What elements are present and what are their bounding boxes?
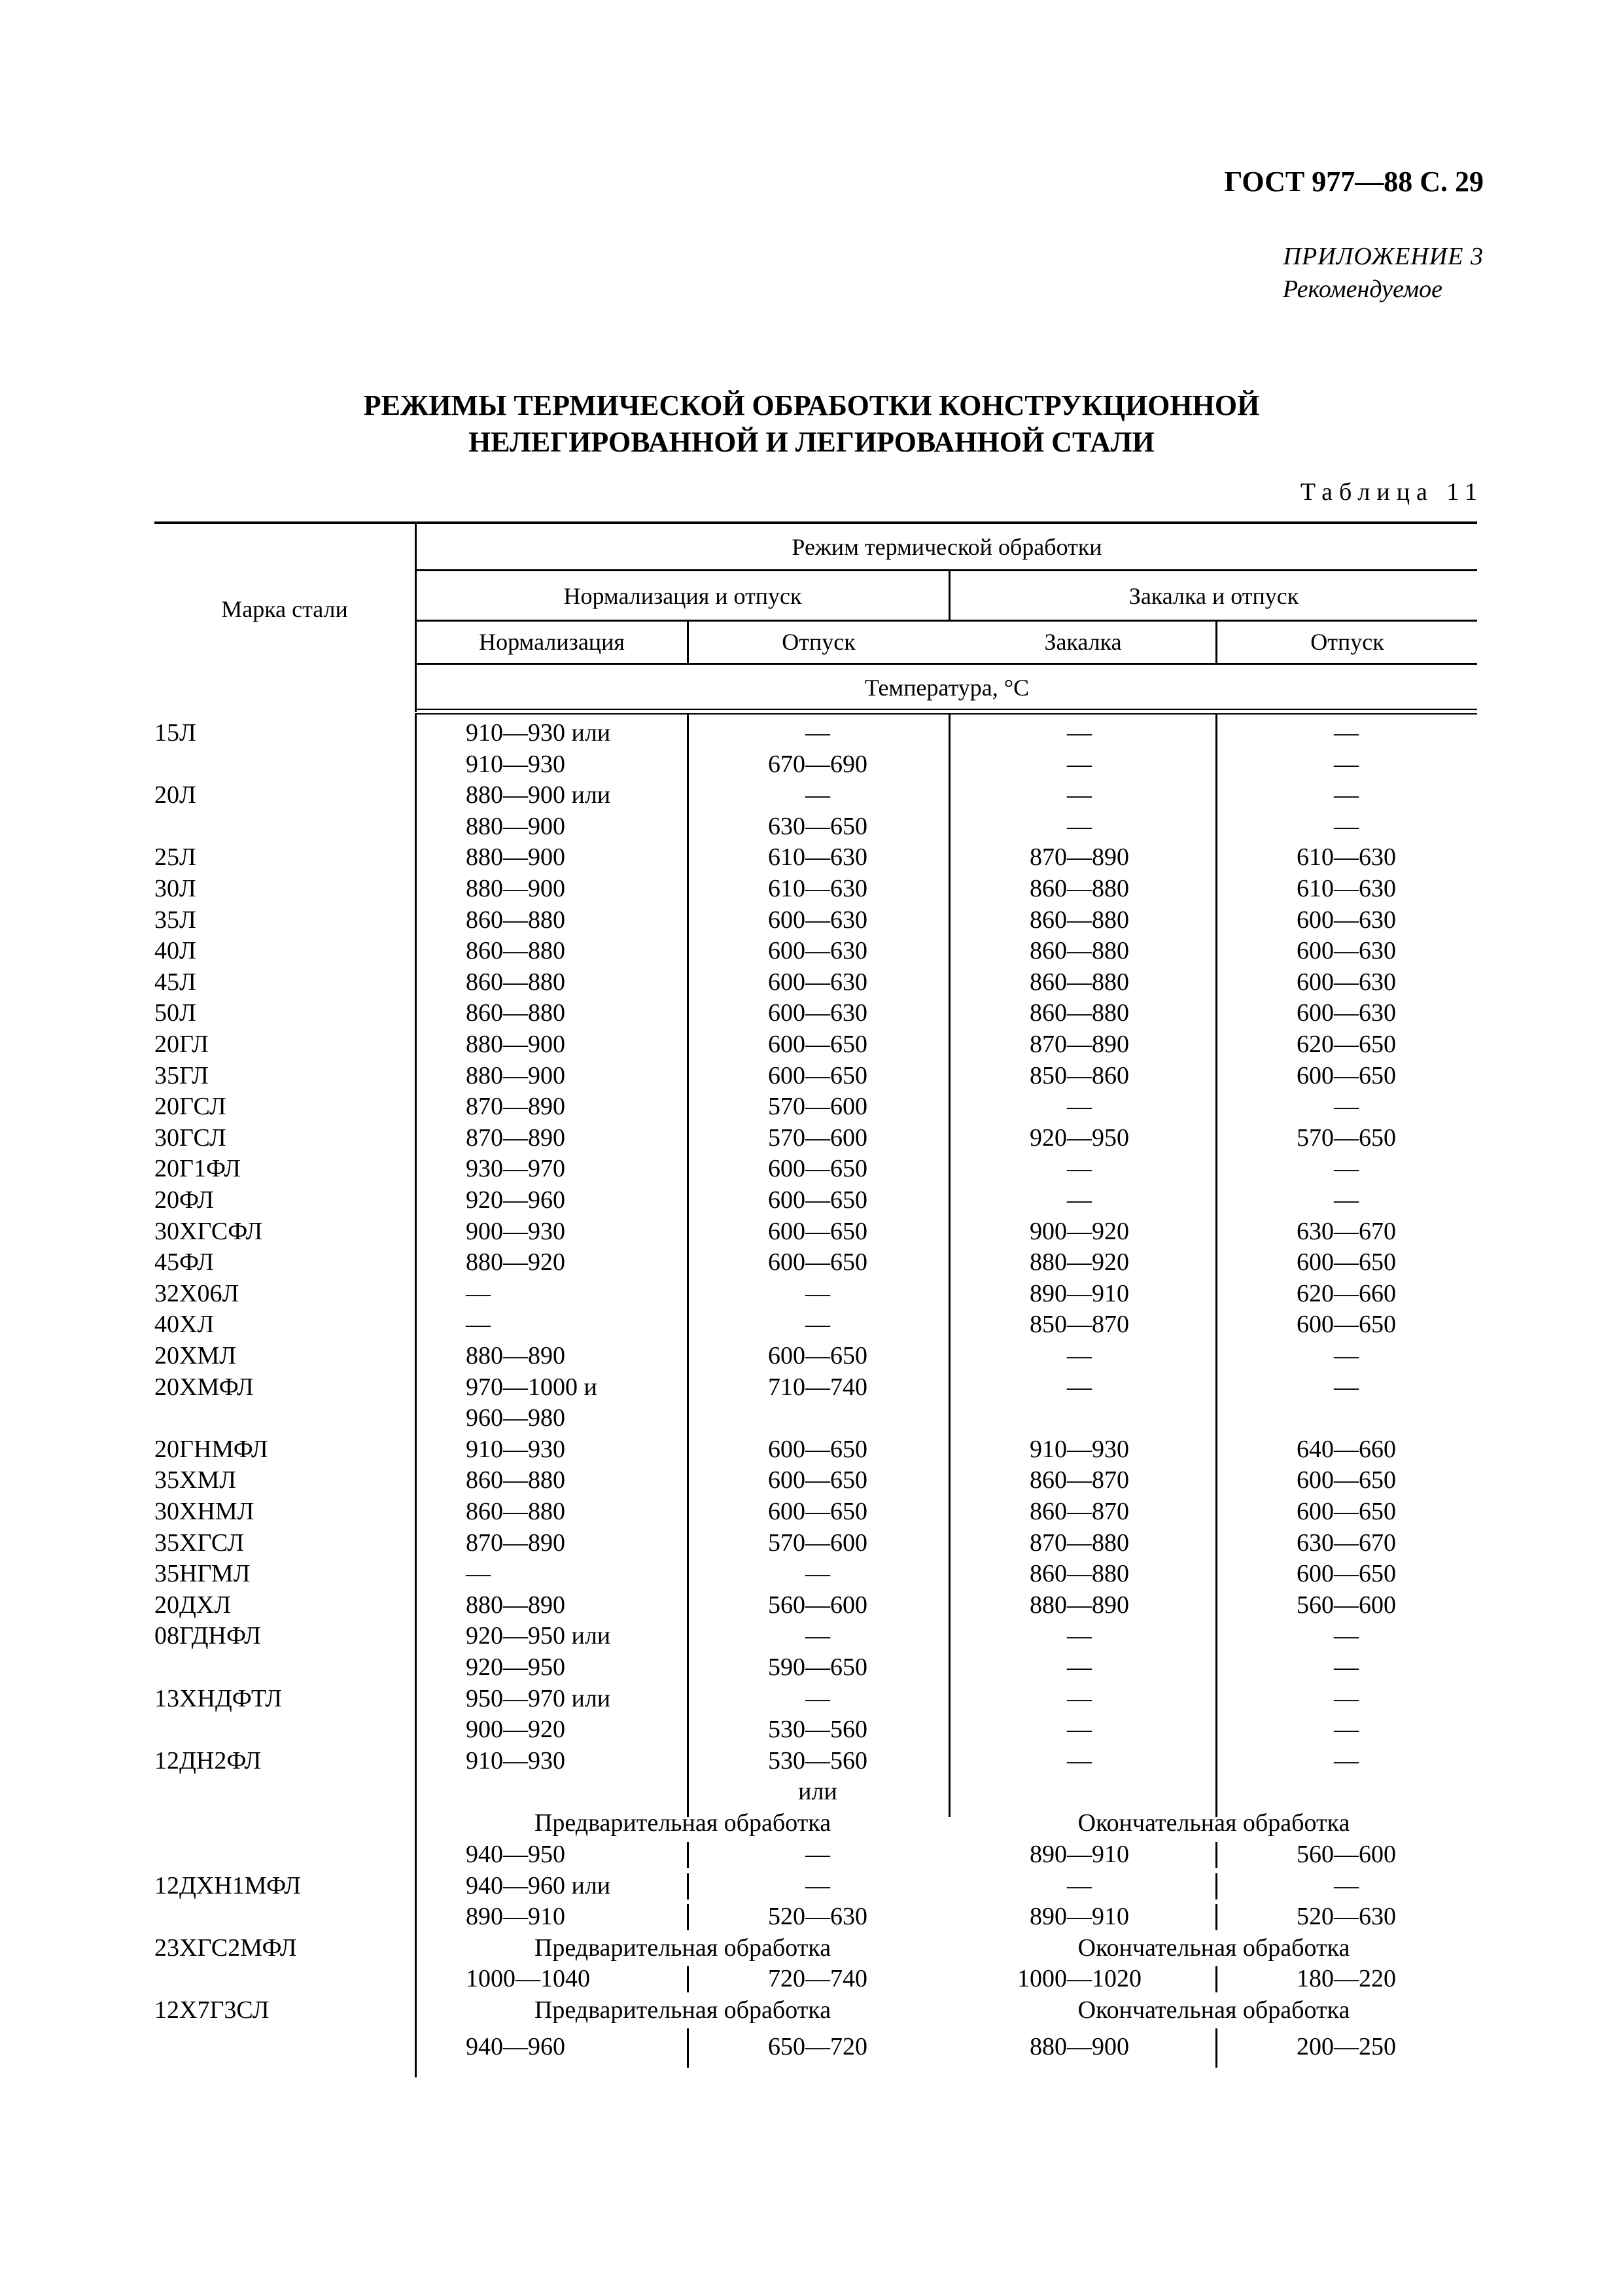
normalization-cell: 860—880 <box>466 906 565 934</box>
tempering-2-cell: 180—220 <box>1297 1965 1396 1992</box>
column-divider-segment <box>687 1966 689 1992</box>
table-row <box>0 1154 1623 1184</box>
table-row <box>0 1746 1623 1776</box>
normalization-cell: 900—920 <box>466 1716 565 1743</box>
steel-grade-cell: 12ДХН1МФЛ <box>154 1872 302 1899</box>
steel-grade-cell: 20Г1ФЛ <box>154 1155 241 1182</box>
tempering-2-cell: — <box>1334 1747 1359 1775</box>
steel-grade-cell: 15Л <box>154 719 196 747</box>
col-normalization-header: Нормализация <box>479 629 625 655</box>
steel-grade-cell: 20ГНМФЛ <box>154 1436 268 1463</box>
quench-cell: 870—890 <box>1030 1031 1129 1058</box>
quench-cell: 860—880 <box>1030 875 1129 902</box>
quench-cell: — <box>1067 781 1092 809</box>
quench-cell: 920—950 <box>1030 1124 1129 1152</box>
tempering-1-cell: 600—650 <box>768 1436 867 1463</box>
quench-cell: — <box>1067 1342 1092 1369</box>
table-row <box>0 1714 1623 1745</box>
tempering-1-cell: 670—690 <box>768 751 867 778</box>
column-divider-segment <box>687 1904 689 1930</box>
tempering-2-cell: 610—630 <box>1297 843 1396 871</box>
tempering-1-cell: 560—600 <box>768 1591 867 1619</box>
table-row <box>0 1528 1623 1559</box>
steel-grade-cell: 20ФЛ <box>154 1186 214 1214</box>
tempering-1-cell: 600—650 <box>768 1342 867 1369</box>
normalization-cell: 870—890 <box>466 1124 565 1152</box>
normalization-cell: 970—1000 и <box>466 1373 597 1401</box>
table-row <box>0 1871 1623 1901</box>
table-row <box>0 1590 1623 1621</box>
steel-grade-cell: 35Л <box>154 906 196 934</box>
quench-cell: 860—870 <box>1030 1466 1129 1494</box>
tempering-1-cell: — <box>805 1311 830 1338</box>
header-rule-4b <box>415 713 1477 715</box>
normalization-cell: 900—930 <box>466 1218 565 1245</box>
final-treatment-label: Окончательная обработка <box>1077 1809 1350 1837</box>
normalization-cell: 880—900 <box>466 875 565 902</box>
normalization-cell: 920—950 или <box>466 1622 611 1650</box>
tempering-1-cell: — <box>805 1622 830 1650</box>
table-row <box>0 1061 1623 1091</box>
steel-grade-cell: 30ХНМЛ <box>154 1498 254 1525</box>
steel-grade-cell: 45Л <box>154 968 196 996</box>
quench-cell: 900—920 <box>1030 1218 1129 1245</box>
table-row <box>0 811 1623 842</box>
header-rule-2 <box>415 620 1477 622</box>
normalization-cell: 880—900 <box>466 843 565 871</box>
column-divider-segment <box>687 1842 689 1868</box>
tempering-2-cell: — <box>1334 1653 1359 1681</box>
quench-cell: — <box>1067 1716 1092 1743</box>
quench-cell: — <box>1067 1155 1092 1182</box>
steel-grade-cell: 40ХЛ <box>154 1311 215 1338</box>
quench-cell: — <box>1067 1747 1092 1775</box>
normalization-cell: 860—880 <box>466 937 565 964</box>
final-treatment-label: Окончательная обработка <box>1077 1996 1350 2024</box>
tempering-2-cell: 620—650 <box>1297 1031 1396 1058</box>
tempering-1-cell: — <box>805 1560 830 1587</box>
tempering-1-cell: 600—650 <box>768 1218 867 1245</box>
steel-grade-cell: 35ХМЛ <box>154 1466 237 1494</box>
steel-grade-cell: 35ХГСЛ <box>154 1529 245 1557</box>
steel-grade-cell: 23ХГС2МФЛ <box>154 1934 297 1962</box>
steel-grade-cell: 13ХНДФТЛ <box>154 1685 282 1712</box>
tempering-2-cell: 200—250 <box>1297 2033 1396 2060</box>
tempering-1-cell: — <box>805 1841 830 1868</box>
title-line-1: РЕЖИМЫ ТЕРМИЧЕСКОЙ ОБРАБОТКИ КОНСТРУКЦИОННОЙ <box>363 389 1260 421</box>
quench-cell: 870—890 <box>1030 843 1129 871</box>
table-row <box>0 905 1623 936</box>
quench-cell: — <box>1067 1653 1092 1681</box>
normalization-cell: 940—950 <box>466 1841 565 1868</box>
tempering-1-cell: 600—650 <box>768 1186 867 1214</box>
steel-grade-cell: 08ГДНФЛ <box>154 1622 261 1650</box>
tempering-2-cell: 600—650 <box>1297 1498 1396 1525</box>
tempering-2-cell: 600—630 <box>1297 937 1396 964</box>
normalization-cell: 920—960 <box>466 1186 565 1214</box>
final-treatment-label: Окончательная обработка <box>1077 1934 1350 1962</box>
tempering-1-cell: 530—560 <box>768 1716 867 1743</box>
tempering-1-cell: 600—650 <box>768 1062 867 1089</box>
steel-grade-cell: 12ДН2ФЛ <box>154 1747 262 1775</box>
normalization-cell: 960—980 <box>466 1404 565 1432</box>
quench-cell: 870—880 <box>1030 1529 1129 1557</box>
normalization-cell: 880—900 <box>466 1062 565 1089</box>
table-row <box>0 1091 1623 1122</box>
normalization-cell: 940—960 <box>466 2033 565 2060</box>
normalization-cell: 1000—1040 <box>466 1965 590 1992</box>
quench-cell: — <box>1067 813 1092 840</box>
mode-header: Режим термической обработки <box>792 534 1102 560</box>
tempering-1-cell: 600—650 <box>768 1155 867 1182</box>
document-reference: ГОСТ 977—88 С. 29 <box>1224 166 1484 198</box>
quench-cell: — <box>1067 1373 1092 1401</box>
quench-cell: 890—910 <box>1030 1280 1129 1307</box>
tempering-2-cell: 600—630 <box>1297 906 1396 934</box>
tempering-1-cell: 610—630 <box>768 843 867 871</box>
normalization-cell: 910—930 <box>466 1747 565 1775</box>
col-tempering-1-header: Отпуск <box>782 629 856 655</box>
quench-cell: — <box>1067 1622 1092 1650</box>
table-row <box>0 1434 1623 1465</box>
column-divider-segment <box>1215 1873 1217 1899</box>
quench-cell: 890—910 <box>1030 1903 1129 1930</box>
table-row <box>0 1465 1623 1496</box>
tempering-1-cell: 520—630 <box>768 1903 867 1930</box>
steel-grade-cell: 50Л <box>154 999 196 1027</box>
column-divider-segment <box>1215 1904 1217 1930</box>
tempering-2-cell: 560—600 <box>1297 1841 1396 1868</box>
table-row <box>0 1776 1623 1807</box>
tempering-1-cell: 600—650 <box>768 1498 867 1525</box>
tempering-2-cell: — <box>1334 813 1359 840</box>
header-rule-1 <box>415 569 1477 571</box>
page-title <box>0 387 1623 461</box>
steel-grade-cell: 12Х7Г3СЛ <box>154 1996 270 2024</box>
tempering-1-cell: 710—740 <box>768 1373 867 1401</box>
quench-cell: 850—860 <box>1030 1062 1129 1089</box>
normalization-cell: 880—890 <box>466 1591 565 1619</box>
table-row <box>0 967 1623 998</box>
tempering-1-cell: 600—630 <box>768 999 867 1027</box>
tempering-2-cell: 520—630 <box>1297 1903 1396 1930</box>
steel-grade-cell: 20ГЛ <box>154 1031 209 1058</box>
steel-grade-cell: 30ХГСФЛ <box>154 1218 263 1245</box>
table-row <box>0 749 1623 780</box>
normalization-cell: 920—950 <box>466 1653 565 1681</box>
tempering-2-cell: — <box>1334 1716 1359 1743</box>
preliminary-treatment-label: Предварительная обработка <box>534 1934 831 1962</box>
normalization-cell: 880—890 <box>466 1342 565 1369</box>
column-divider-segment <box>1215 1842 1217 1868</box>
table-row <box>0 1621 1623 1651</box>
quench-cell: — <box>1067 1685 1092 1712</box>
column-divider-segment <box>1215 2028 1217 2068</box>
tempering-2-cell: — <box>1334 1685 1359 1712</box>
normalization-cell: 950—970 или <box>466 1685 611 1712</box>
tempering-2-cell: — <box>1334 1342 1359 1369</box>
table-row <box>0 998 1623 1029</box>
tempering-1-cell: — <box>805 1685 830 1712</box>
tempering-1-cell: или <box>798 1778 837 1805</box>
tempering-1-cell: — <box>805 719 830 747</box>
preliminary-treatment-label: Предварительная обработка <box>534 1996 831 2024</box>
tempering-2-cell: — <box>1334 1155 1359 1182</box>
normalization-cell: 910—930 <box>466 751 565 778</box>
appendix-label: ПРИЛОЖЕНИЕ 3 <box>1283 243 1484 270</box>
quench-cell: 860—880 <box>1030 968 1129 996</box>
table-row <box>0 1309 1623 1340</box>
tempering-2-cell: — <box>1334 781 1359 809</box>
table-caption: Таблица 11 <box>1300 478 1484 506</box>
appendix-status: Рекомендуемое <box>1282 275 1442 303</box>
tempering-2-cell: 600—650 <box>1297 1311 1396 1338</box>
tempering-2-cell: 560—600 <box>1297 1591 1396 1619</box>
steel-grade-cell: 20ХМЛ <box>154 1342 237 1369</box>
tempering-2-cell: — <box>1334 1622 1359 1650</box>
steel-grade-cell: 40Л <box>154 937 196 964</box>
normalization-cell: 880—900 <box>466 1031 565 1058</box>
steel-grade-cell: 30Л <box>154 875 196 902</box>
table-row <box>0 2032 1623 2062</box>
title-line-2: НЕЛЕГИРОВАННОЙ И ЛЕГИРОВАННОЙ СТАЛИ <box>468 426 1155 458</box>
table-row <box>0 718 1623 749</box>
tempering-1-cell: 570—600 <box>768 1529 867 1557</box>
normalization-cell: 870—890 <box>466 1093 565 1120</box>
normalization-cell: 910—930 или <box>466 719 611 747</box>
temperature-unit-header: Температура, °С <box>864 675 1030 701</box>
normalization-cell: 860—880 <box>466 1498 565 1525</box>
tempering-1-cell: 720—740 <box>768 1965 867 1992</box>
table-row <box>0 874 1623 904</box>
tempering-2-cell: 600—650 <box>1297 1560 1396 1587</box>
tempering-1-cell: — <box>805 781 830 809</box>
quench-cell: — <box>1067 719 1092 747</box>
quench-cell: 890—910 <box>1030 1841 1129 1868</box>
quench-cell: — <box>1067 1872 1092 1899</box>
column-divider-segment <box>1215 1966 1217 1992</box>
tempering-2-cell: 600—650 <box>1297 1466 1396 1494</box>
normalization-cell: — <box>466 1280 491 1307</box>
col-tempering-2-header: Отпуск <box>1310 629 1384 655</box>
quench-cell: 1000—1020 <box>1017 1965 1142 1992</box>
table-row <box>0 1123 1623 1154</box>
tempering-2-cell: 600—650 <box>1297 1062 1396 1089</box>
tempering-2-cell: 600—630 <box>1297 968 1396 996</box>
table-row <box>0 1652 1623 1683</box>
tempering-2-cell: 630—670 <box>1297 1529 1396 1557</box>
quench-cell: 860—880 <box>1030 937 1129 964</box>
normalization-cell: 860—880 <box>466 968 565 996</box>
tempering-2-cell: 620—660 <box>1297 1280 1396 1307</box>
normalization-cell: — <box>466 1311 491 1338</box>
tempering-1-cell: 530—560 <box>768 1747 867 1775</box>
normalization-cell: 860—880 <box>466 1466 565 1494</box>
steel-grade-cell: 25Л <box>154 843 196 871</box>
table-row <box>0 1341 1623 1371</box>
tempering-2-cell: — <box>1334 751 1359 778</box>
table-row <box>0 1372 1623 1403</box>
normalization-cell: 860—880 <box>466 999 565 1027</box>
normalization-cell: 880—920 <box>466 1248 565 1276</box>
normalization-cell: 890—910 <box>466 1903 565 1930</box>
steel-grade-cell: 45ФЛ <box>154 1248 214 1276</box>
quench-cell: — <box>1067 1186 1092 1214</box>
tempering-2-cell: 640—660 <box>1297 1436 1396 1463</box>
quench-cell: 860—880 <box>1030 906 1129 934</box>
header-rule-4a <box>415 709 1477 710</box>
quench-cell: — <box>1067 751 1092 778</box>
tempering-2-cell: — <box>1334 1872 1359 1899</box>
tempering-2-cell: — <box>1334 1186 1359 1214</box>
table-row <box>0 1279 1623 1309</box>
table-row <box>0 1901 1623 1932</box>
preliminary-treatment-label: Предварительная обработка <box>534 1809 831 1837</box>
tempering-2-cell: 610—630 <box>1297 875 1396 902</box>
normalization-cell: 870—890 <box>466 1529 565 1557</box>
table-row <box>0 1403 1623 1434</box>
table-row <box>0 1247 1623 1278</box>
normalization-cell: 910—930 <box>466 1436 565 1463</box>
tempering-2-cell: 600—650 <box>1297 1248 1396 1276</box>
tempering-2-cell: — <box>1334 1373 1359 1401</box>
normalization-cell: 930—970 <box>466 1155 565 1182</box>
quench-cell: 880—900 <box>1030 2033 1129 2060</box>
tempering-2-cell: 600—630 <box>1297 999 1396 1027</box>
steel-grade-cell: 20Л <box>154 781 196 809</box>
quench-cell: 860—870 <box>1030 1498 1129 1525</box>
steel-grade-cell: 30ГСЛ <box>154 1124 226 1152</box>
normalization-cell: 880—900 или <box>466 781 611 809</box>
quench-cell: 860—880 <box>1030 1560 1129 1587</box>
table-row <box>0 1496 1623 1527</box>
table-row <box>0 1559 1623 1589</box>
tempering-1-cell: 600—630 <box>768 937 867 964</box>
table-row <box>0 842 1623 873</box>
table-row <box>0 1216 1623 1247</box>
tempering-1-cell: 630—650 <box>768 813 867 840</box>
quench-cell: 880—890 <box>1030 1591 1129 1619</box>
tempering-1-cell: 590—650 <box>768 1653 867 1681</box>
tempering-1-cell: 600—650 <box>768 1466 867 1494</box>
tempering-1-cell: 570—600 <box>768 1124 867 1152</box>
table-row <box>0 1684 1623 1714</box>
table-row <box>0 936 1623 966</box>
tempering-2-cell: — <box>1334 1093 1359 1120</box>
tempering-1-cell: 600—650 <box>768 1248 867 1276</box>
table-row <box>0 1964 1623 1994</box>
header-rule-3 <box>415 663 1477 665</box>
quench-cell: 860—880 <box>1030 999 1129 1027</box>
quench-cell: 850—870 <box>1030 1311 1129 1338</box>
col-quench-header: Закалка <box>1044 629 1122 655</box>
normalization-cell: 880—900 <box>466 813 565 840</box>
normalization-cell: — <box>466 1560 491 1587</box>
table-row <box>0 780 1623 811</box>
tempering-1-cell: — <box>805 1872 830 1899</box>
tempering-1-cell: 600—630 <box>768 968 867 996</box>
tempering-2-cell: 630—670 <box>1297 1218 1396 1245</box>
steel-grade-cell: 20ГСЛ <box>154 1093 226 1120</box>
column-divider-segment <box>687 2028 689 2068</box>
steel-grade-header: Марка стали <box>221 596 348 622</box>
quench-cell: 880—920 <box>1030 1248 1129 1276</box>
quench-cell: 910—930 <box>1030 1436 1129 1463</box>
tempering-1-cell: 650—720 <box>768 2033 867 2060</box>
group-normalization-header: Нормализация и отпуск <box>563 583 802 609</box>
tempering-2-cell: 570—650 <box>1297 1124 1396 1152</box>
steel-grade-cell: 20ДХЛ <box>154 1591 232 1619</box>
tempering-1-cell: 600—650 <box>768 1031 867 1058</box>
table-row <box>0 1185 1623 1216</box>
table-top-rule <box>154 521 1477 524</box>
table-row <box>0 1839 1623 1870</box>
steel-grade-cell: 35НГМЛ <box>154 1560 251 1587</box>
steel-grade-cell: 35ГЛ <box>154 1062 209 1089</box>
tempering-1-cell: — <box>805 1280 830 1307</box>
tempering-1-cell: 610—630 <box>768 875 867 902</box>
tempering-2-cell: — <box>1334 719 1359 747</box>
quench-cell: — <box>1067 1093 1092 1120</box>
tempering-1-cell: 600—630 <box>768 906 867 934</box>
tempering-1-cell: 570—600 <box>768 1093 867 1120</box>
group-quench-header: Закалка и отпуск <box>1128 583 1299 609</box>
steel-grade-cell: 20ХМФЛ <box>154 1373 254 1401</box>
steel-grade-cell: 32Х06Л <box>154 1280 239 1307</box>
table-row <box>0 1029 1623 1060</box>
column-divider-segment <box>687 1873 689 1899</box>
normalization-cell: 940—960 или <box>466 1872 611 1899</box>
